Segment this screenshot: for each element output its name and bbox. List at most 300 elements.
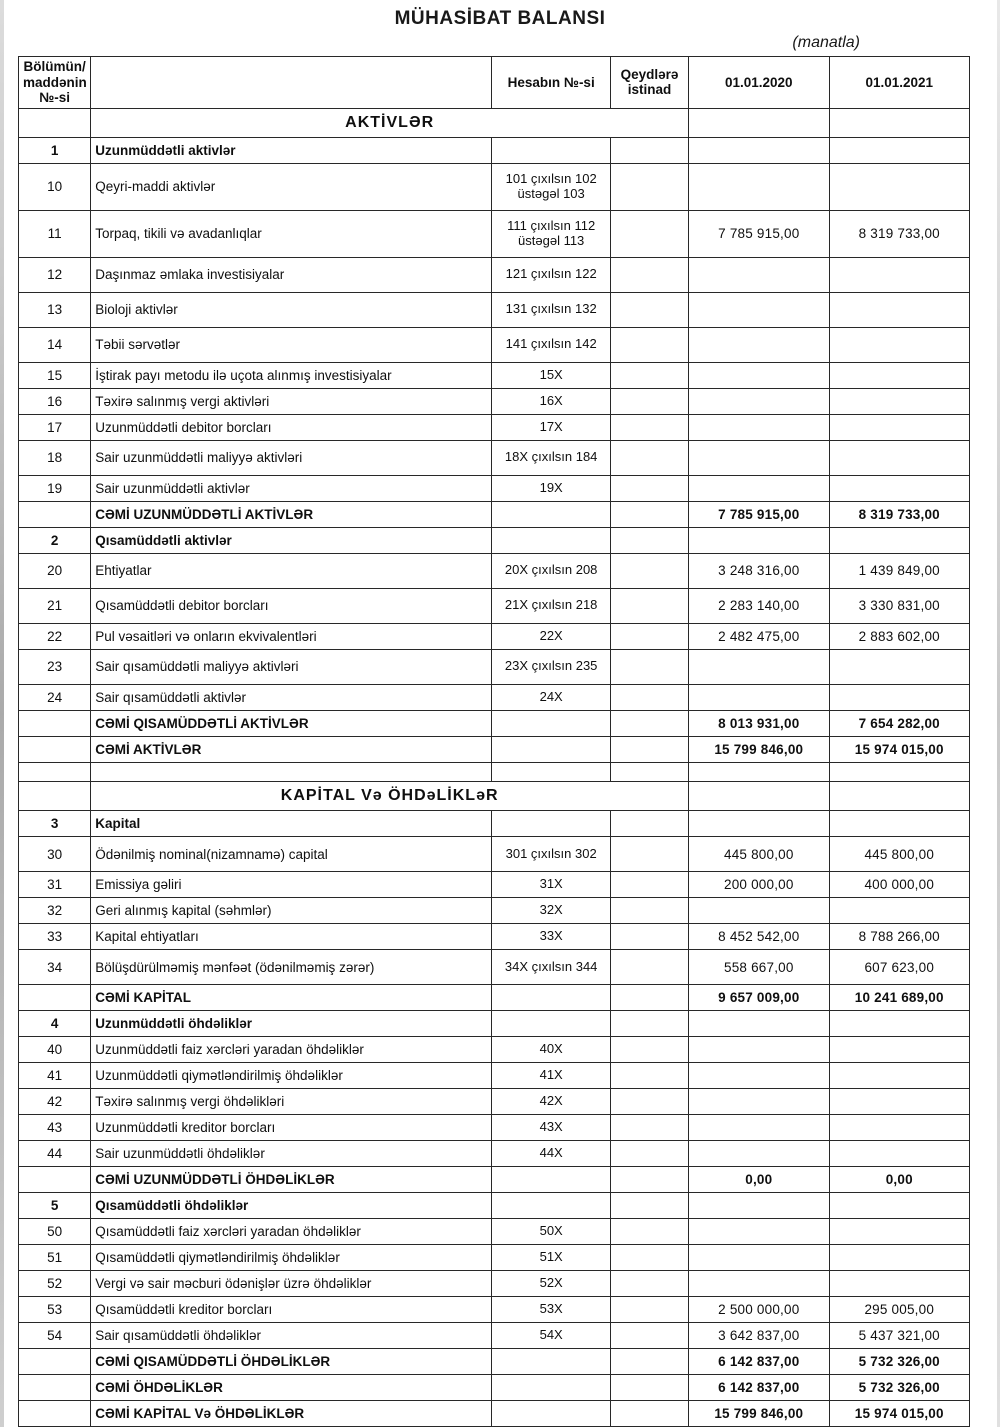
- cell-period-1: [689, 388, 829, 414]
- cell-period-1: 8 013 931,00: [689, 710, 829, 736]
- cell-period-1: 200 000,00: [689, 872, 829, 898]
- cell-name: Uzunmüddətli debitor borcları: [91, 414, 492, 440]
- table-row: [19, 210, 970, 257]
- cell-account: 24X: [492, 684, 610, 710]
- cell-reference: [610, 257, 688, 292]
- cell-period-2: [829, 362, 969, 388]
- cell-name: Ehtiyatlar: [91, 553, 492, 588]
- currency-note: (manatla): [792, 34, 860, 51]
- cell-reference: [610, 414, 688, 440]
- table-row: [19, 1401, 970, 1427]
- cell-name: Sair uzunmüddətli maliyyə aktivləri: [91, 440, 492, 475]
- cell-reference: [610, 553, 688, 588]
- table-row: [19, 710, 970, 736]
- table-row: [19, 1245, 970, 1271]
- cell-period-2: [829, 388, 969, 414]
- cell-code: 21: [19, 588, 91, 623]
- cell-period-2: 5 437 321,00: [829, 1323, 969, 1349]
- cell-account: 51X: [492, 1245, 610, 1271]
- cell-code: 23: [19, 649, 91, 684]
- gap-cell: [19, 762, 91, 781]
- cell-period-2: 8 788 266,00: [829, 924, 969, 950]
- table-row: [19, 1375, 970, 1401]
- cell-period-1: 9 657 009,00: [689, 985, 829, 1011]
- cell-reference: [610, 1401, 688, 1427]
- column-header-account: Hesabın №-si: [492, 57, 610, 109]
- cell-period-1: [689, 898, 829, 924]
- cell-period-2: [829, 1245, 969, 1271]
- cell-period-2: 400 000,00: [829, 872, 969, 898]
- page-title: MÜHASİBAT BALANSI: [394, 8, 606, 29]
- cell-period-2: 5 732 326,00: [829, 1349, 969, 1375]
- cell-reference: [610, 163, 688, 210]
- table-row: [19, 501, 970, 527]
- cell-period-2: 7 654 282,00: [829, 710, 969, 736]
- table-row: [19, 553, 970, 588]
- table-row: [19, 950, 970, 985]
- table-row: [19, 362, 970, 388]
- cell-period-2: [829, 1219, 969, 1245]
- cell-name: CƏMİ KAPİTAL Və ÖHDƏLİKLƏR: [91, 1401, 492, 1427]
- cell-name: Ödənilmiş nominal(nizamnamə) capital: [91, 837, 492, 872]
- cell-account: [492, 1401, 610, 1427]
- cell-period-1: [689, 362, 829, 388]
- cell-period-2: [829, 781, 969, 810]
- cell-period-1: [689, 649, 829, 684]
- cell-period-2: [829, 1271, 969, 1297]
- cell-period-1: 8 452 542,00: [689, 924, 829, 950]
- cell-reference: [610, 1245, 688, 1271]
- cell-name: CƏMİ UZUNMÜDDƏTLİ ÖHDƏLİKLƏR: [91, 1167, 492, 1193]
- cell-period-1: [689, 163, 829, 210]
- cell-account: 18X çıxılsın 184: [492, 440, 610, 475]
- cell-period-1: [689, 108, 829, 137]
- cell-code: 41: [19, 1063, 91, 1089]
- cell-account: 131 çıxılsın 132: [492, 292, 610, 327]
- cell-code: 54: [19, 1323, 91, 1349]
- cell-period-2: [829, 1011, 969, 1037]
- cell-period-1: 0,00: [689, 1167, 829, 1193]
- cell-period-2: 295 005,00: [829, 1297, 969, 1323]
- cell-code: 11: [19, 210, 91, 257]
- table-row: [19, 388, 970, 414]
- cell-code: [19, 710, 91, 736]
- table-row: [19, 985, 970, 1011]
- cell-reference: [610, 1037, 688, 1063]
- table-row: [19, 1349, 970, 1375]
- cell-name: Uzunmüddətli aktivlər: [91, 137, 492, 163]
- cell-code: 30: [19, 837, 91, 872]
- cell-name: Kapital: [91, 811, 492, 837]
- cell-reference: [610, 950, 688, 985]
- cell-reference: [610, 1115, 688, 1141]
- cell-account: 40X: [492, 1037, 610, 1063]
- table-row: [19, 527, 970, 553]
- cell-period-2: 2 883 602,00: [829, 623, 969, 649]
- table-row: [19, 1141, 970, 1167]
- cell-code: [19, 1167, 91, 1193]
- table-row: [19, 137, 970, 163]
- cell-name: Qısamüddətli kreditor borcları: [91, 1297, 492, 1323]
- cell-account: 20X çıxılsın 208: [492, 553, 610, 588]
- cell-account: 23X çıxılsın 235: [492, 649, 610, 684]
- cell-period-1: [689, 440, 829, 475]
- cell-name: CƏMİ ÖHDƏLİKLƏR: [91, 1375, 492, 1401]
- cell-name: Təxirə salınmış vergi aktivləri: [91, 388, 492, 414]
- table-section-heading: [19, 781, 970, 810]
- table-row: [19, 1037, 970, 1063]
- cell-account: [492, 1011, 610, 1037]
- cell-reference: [610, 137, 688, 163]
- cell-code: 22: [19, 623, 91, 649]
- cell-period-1: [689, 1141, 829, 1167]
- cell-period-1: 6 142 837,00: [689, 1349, 829, 1375]
- cell-account: 41X: [492, 1063, 610, 1089]
- cell-code: [19, 781, 91, 810]
- cell-code: 16: [19, 388, 91, 414]
- column-header-name: [91, 57, 492, 109]
- cell-reference: [610, 1167, 688, 1193]
- cell-period-1: [689, 1037, 829, 1063]
- cell-name: Uzunmüddətli faiz xərcləri yaradan öhdəliklər: [91, 1037, 492, 1063]
- cell-period-1: 445 800,00: [689, 837, 829, 872]
- column-header-period-1: 01.01.2020: [689, 57, 829, 109]
- cell-name: Sair uzunmüddətli aktivlər: [91, 475, 492, 501]
- cell-reference: [610, 1141, 688, 1167]
- cell-period-1: 15 799 846,00: [689, 736, 829, 762]
- cell-account: [492, 736, 610, 762]
- cell-name: Bioloji aktivlər: [91, 292, 492, 327]
- cell-code: 44: [19, 1141, 91, 1167]
- cell-account: 53X: [492, 1297, 610, 1323]
- cell-code: 52: [19, 1271, 91, 1297]
- cell-account: 101 çıxılsın 102 üstəgəl 103: [492, 163, 610, 210]
- cell-period-1: [689, 475, 829, 501]
- cell-period-2: [829, 440, 969, 475]
- cell-name: Sair qısamüddətli aktivlər: [91, 684, 492, 710]
- cell-code: 18: [19, 440, 91, 475]
- cell-period-2: [829, 1089, 969, 1115]
- cell-code: [19, 501, 91, 527]
- cell-reference: [610, 1011, 688, 1037]
- cell-reference: [610, 898, 688, 924]
- cell-period-2: [829, 163, 969, 210]
- column-header-reference: Qeydlərə istinad: [610, 57, 688, 109]
- cell-code: 19: [19, 475, 91, 501]
- cell-account: 44X: [492, 1141, 610, 1167]
- table-row: [19, 414, 970, 440]
- table-section-heading: [19, 108, 970, 137]
- cell-period-1: [689, 781, 829, 810]
- balance-table: [18, 56, 970, 1427]
- table-row: [19, 1063, 970, 1089]
- cell-reference: [610, 1219, 688, 1245]
- cell-code: 20: [19, 553, 91, 588]
- cell-name: Sair qısamüddətli öhdəliklər: [91, 1323, 492, 1349]
- cell-reference: [610, 1349, 688, 1375]
- cell-code: 42: [19, 1089, 91, 1115]
- cell-account: 301 çıxılsın 302: [492, 837, 610, 872]
- cell-account: 34X çıxılsın 344: [492, 950, 610, 985]
- cell-account: 141 çıxılsın 142: [492, 327, 610, 362]
- cell-period-2: 5 732 326,00: [829, 1375, 969, 1401]
- cell-name: Torpaq, tikili və avadanlıqlar: [91, 210, 492, 257]
- cell-name: Pul vəsaitləri və onların ekvivalentləri: [91, 623, 492, 649]
- cell-account: [492, 1349, 610, 1375]
- table-row: [19, 811, 970, 837]
- cell-code: 1: [19, 137, 91, 163]
- cell-period-1: 3 642 837,00: [689, 1323, 829, 1349]
- cell-code: [19, 736, 91, 762]
- cell-period-1: [689, 1063, 829, 1089]
- cell-reference: [610, 736, 688, 762]
- cell-account: 43X: [492, 1115, 610, 1141]
- table-row: [19, 1167, 970, 1193]
- cell-period-1: 7 785 915,00: [689, 210, 829, 257]
- table-row: [19, 1219, 970, 1245]
- cell-period-2: [829, 327, 969, 362]
- cell-account: [492, 527, 610, 553]
- table-gap-row: [19, 762, 970, 781]
- cell-period-2: [829, 292, 969, 327]
- cell-account: 19X: [492, 475, 610, 501]
- cell-name: İştirak payı metodu ilə uçota alınmış investisiyalar: [91, 362, 492, 388]
- cell-period-1: 2 482 475,00: [689, 623, 829, 649]
- table-row: [19, 1271, 970, 1297]
- cell-code: [19, 108, 91, 137]
- gap-cell: [689, 762, 829, 781]
- cell-reference: [610, 1089, 688, 1115]
- cell-period-1: [689, 684, 829, 710]
- cell-period-1: [689, 1011, 829, 1037]
- cell-name: CƏMİ UZUNMÜDDƏTLİ AKTİVLƏR: [91, 501, 492, 527]
- cell-code: 2: [19, 527, 91, 553]
- table-row: [19, 684, 970, 710]
- cell-account: [492, 501, 610, 527]
- cell-period-2: 607 623,00: [829, 950, 969, 985]
- cell-period-1: 2 283 140,00: [689, 588, 829, 623]
- cell-account: 22X: [492, 623, 610, 649]
- cell-name: Qeyri-maddi aktivlər: [91, 163, 492, 210]
- cell-name: Uzunmüddətli qiymətləndirilmiş öhdəliklər: [91, 1063, 492, 1089]
- cell-code: 31: [19, 872, 91, 898]
- cell-reference: [610, 649, 688, 684]
- cell-name: Uzunmüddətli kreditor borcları: [91, 1115, 492, 1141]
- cell-name: Daşınmaz əmlaka investisiyalar: [91, 257, 492, 292]
- cell-period-1: [689, 257, 829, 292]
- cell-period-2: [829, 649, 969, 684]
- cell-period-1: 6 142 837,00: [689, 1375, 829, 1401]
- cell-name: CƏMİ AKTİVLƏR: [91, 736, 492, 762]
- cell-account: 17X: [492, 414, 610, 440]
- cell-period-2: [829, 414, 969, 440]
- table-row: [19, 649, 970, 684]
- cell-period-2: 445 800,00: [829, 837, 969, 872]
- cell-account: 121 çıxılsın 122: [492, 257, 610, 292]
- cell-name: CƏMİ QISAMÜDDƏTLİ ÖHDƏLİKLƏR: [91, 1349, 492, 1375]
- table-header: [19, 57, 970, 109]
- cell-account: 42X: [492, 1089, 610, 1115]
- cell-period-2: 15 974 015,00: [829, 736, 969, 762]
- cell-period-2: [829, 1115, 969, 1141]
- cell-period-2: [829, 1141, 969, 1167]
- cell-account: 33X: [492, 924, 610, 950]
- cell-name: Emissiya gəliri: [91, 872, 492, 898]
- cell-period-2: [829, 684, 969, 710]
- cell-account: 32X: [492, 898, 610, 924]
- cell-reference: [610, 292, 688, 327]
- cell-period-2: 8 319 733,00: [829, 210, 969, 257]
- cell-reference: [610, 1323, 688, 1349]
- table-row: [19, 1193, 970, 1219]
- cell-account: 50X: [492, 1219, 610, 1245]
- cell-name: Qısamüddətli debitor borcları: [91, 588, 492, 623]
- cell-period-2: 8 319 733,00: [829, 501, 969, 527]
- table-row: [19, 1297, 970, 1323]
- cell-period-1: 7 785 915,00: [689, 501, 829, 527]
- cell-reference: [610, 362, 688, 388]
- cell-name: Təxirə salınmış vergi öhdəlikləri: [91, 1089, 492, 1115]
- cell-reference: [610, 1193, 688, 1219]
- cell-name: Vergi və sair məcburi ödənişlər üzrə öhdəliklər: [91, 1271, 492, 1297]
- cell-name: CƏMİ QISAMÜDDƏTLİ AKTİVLƏR: [91, 710, 492, 736]
- table-row: [19, 1011, 970, 1037]
- cell-code: [19, 1401, 91, 1427]
- gap-cell: [492, 762, 610, 781]
- cell-code: 50: [19, 1219, 91, 1245]
- cell-account: 52X: [492, 1271, 610, 1297]
- cell-period-1: [689, 292, 829, 327]
- table-row: [19, 163, 970, 210]
- cell-period-2: [829, 898, 969, 924]
- cell-reference: [610, 1375, 688, 1401]
- cell-period-2: 10 241 689,00: [829, 985, 969, 1011]
- cell-code: 32: [19, 898, 91, 924]
- cell-reference: [610, 588, 688, 623]
- table-row: [19, 1115, 970, 1141]
- column-header-code: Bölümün/ maddənin №-si: [19, 57, 91, 109]
- cell-period-2: 0,00: [829, 1167, 969, 1193]
- cell-reference: [610, 684, 688, 710]
- cell-account: [492, 811, 610, 837]
- cell-reference: [610, 475, 688, 501]
- cell-period-2: [829, 1193, 969, 1219]
- cell-name: Sair uzunmüddətli öhdəliklər: [91, 1141, 492, 1167]
- cell-account: 111 çıxılsın 112 üstəgəl 113: [492, 210, 610, 257]
- cell-period-1: [689, 414, 829, 440]
- cell-period-1: [689, 527, 829, 553]
- table-body: [19, 108, 970, 1427]
- cell-code: 34: [19, 950, 91, 985]
- cell-code: 4: [19, 1011, 91, 1037]
- cell-code: 40: [19, 1037, 91, 1063]
- cell-period-1: [689, 1219, 829, 1245]
- table-row: [19, 837, 970, 872]
- cell-period-1: [689, 1245, 829, 1271]
- cell-reference: [610, 985, 688, 1011]
- table-row: [19, 1323, 970, 1349]
- cell-period-1: [689, 137, 829, 163]
- cell-reference: [610, 811, 688, 837]
- table-row: [19, 623, 970, 649]
- cell-code: 33: [19, 924, 91, 950]
- cell-code: [19, 985, 91, 1011]
- cell-period-1: 3 248 316,00: [689, 553, 829, 588]
- heading-label: KAPİTAL Və ÖHDəLİKLəR: [91, 781, 689, 810]
- cell-code: 5: [19, 1193, 91, 1219]
- cell-account: 21X çıxılsın 218: [492, 588, 610, 623]
- cell-reference: [610, 501, 688, 527]
- cell-reference: [610, 872, 688, 898]
- cell-reference: [610, 837, 688, 872]
- cell-account: [492, 985, 610, 1011]
- cell-period-2: [829, 1037, 969, 1063]
- heading-label: AKTİVLƏR: [91, 108, 689, 137]
- cell-period-1: [689, 1271, 829, 1297]
- cell-period-2: 1 439 849,00: [829, 553, 969, 588]
- cell-reference: [610, 440, 688, 475]
- cell-reference: [610, 327, 688, 362]
- table-row: [19, 588, 970, 623]
- cell-reference: [610, 924, 688, 950]
- cell-period-2: [829, 257, 969, 292]
- cell-period-2: [829, 1063, 969, 1089]
- cell-code: 17: [19, 414, 91, 440]
- cell-name: Qısamüddətli öhdəliklər: [91, 1193, 492, 1219]
- cell-period-1: 15 799 846,00: [689, 1401, 829, 1427]
- gap-cell: [829, 762, 969, 781]
- table-row: [19, 475, 970, 501]
- cell-code: 24: [19, 684, 91, 710]
- cell-account: [492, 1193, 610, 1219]
- cell-account: 16X: [492, 388, 610, 414]
- cell-code: 3: [19, 811, 91, 837]
- cell-name: Qısamüddətli qiymətləndirilmiş öhdəliklər: [91, 1245, 492, 1271]
- cell-period-1: [689, 811, 829, 837]
- cell-period-2: [829, 811, 969, 837]
- cell-reference: [610, 388, 688, 414]
- table-row: [19, 440, 970, 475]
- cell-name: Qısamüddətli faiz xərcləri yaradan öhdəliklər: [91, 1219, 492, 1245]
- table-row: [19, 898, 970, 924]
- cell-account: 54X: [492, 1323, 610, 1349]
- cell-period-1: [689, 1115, 829, 1141]
- cell-reference: [610, 1271, 688, 1297]
- cell-name: Geri alınmış kapital (səhmlər): [91, 898, 492, 924]
- cell-code: [19, 1375, 91, 1401]
- cell-period-1: 2 500 000,00: [689, 1297, 829, 1323]
- cell-period-1: 558 667,00: [689, 950, 829, 985]
- cell-reference: [610, 1063, 688, 1089]
- table-row: [19, 924, 970, 950]
- cell-name: CƏMİ KAPİTAL: [91, 985, 492, 1011]
- cell-name: Sair qısamüddətli maliyyə aktivləri: [91, 649, 492, 684]
- cell-name: Uzunmüddətli öhdəliklər: [91, 1011, 492, 1037]
- cell-code: 53: [19, 1297, 91, 1323]
- cell-code: 43: [19, 1115, 91, 1141]
- cell-code: [19, 1349, 91, 1375]
- cell-name: Təbii sərvətlər: [91, 327, 492, 362]
- gap-cell: [610, 762, 688, 781]
- cell-period-2: [829, 475, 969, 501]
- cell-code: 51: [19, 1245, 91, 1271]
- cell-period-2: [829, 108, 969, 137]
- scan-edge-left: [0, 0, 4, 1427]
- table-row: [19, 1089, 970, 1115]
- cell-account: [492, 710, 610, 736]
- cell-period-2: 15 974 015,00: [829, 1401, 969, 1427]
- cell-code: 15: [19, 362, 91, 388]
